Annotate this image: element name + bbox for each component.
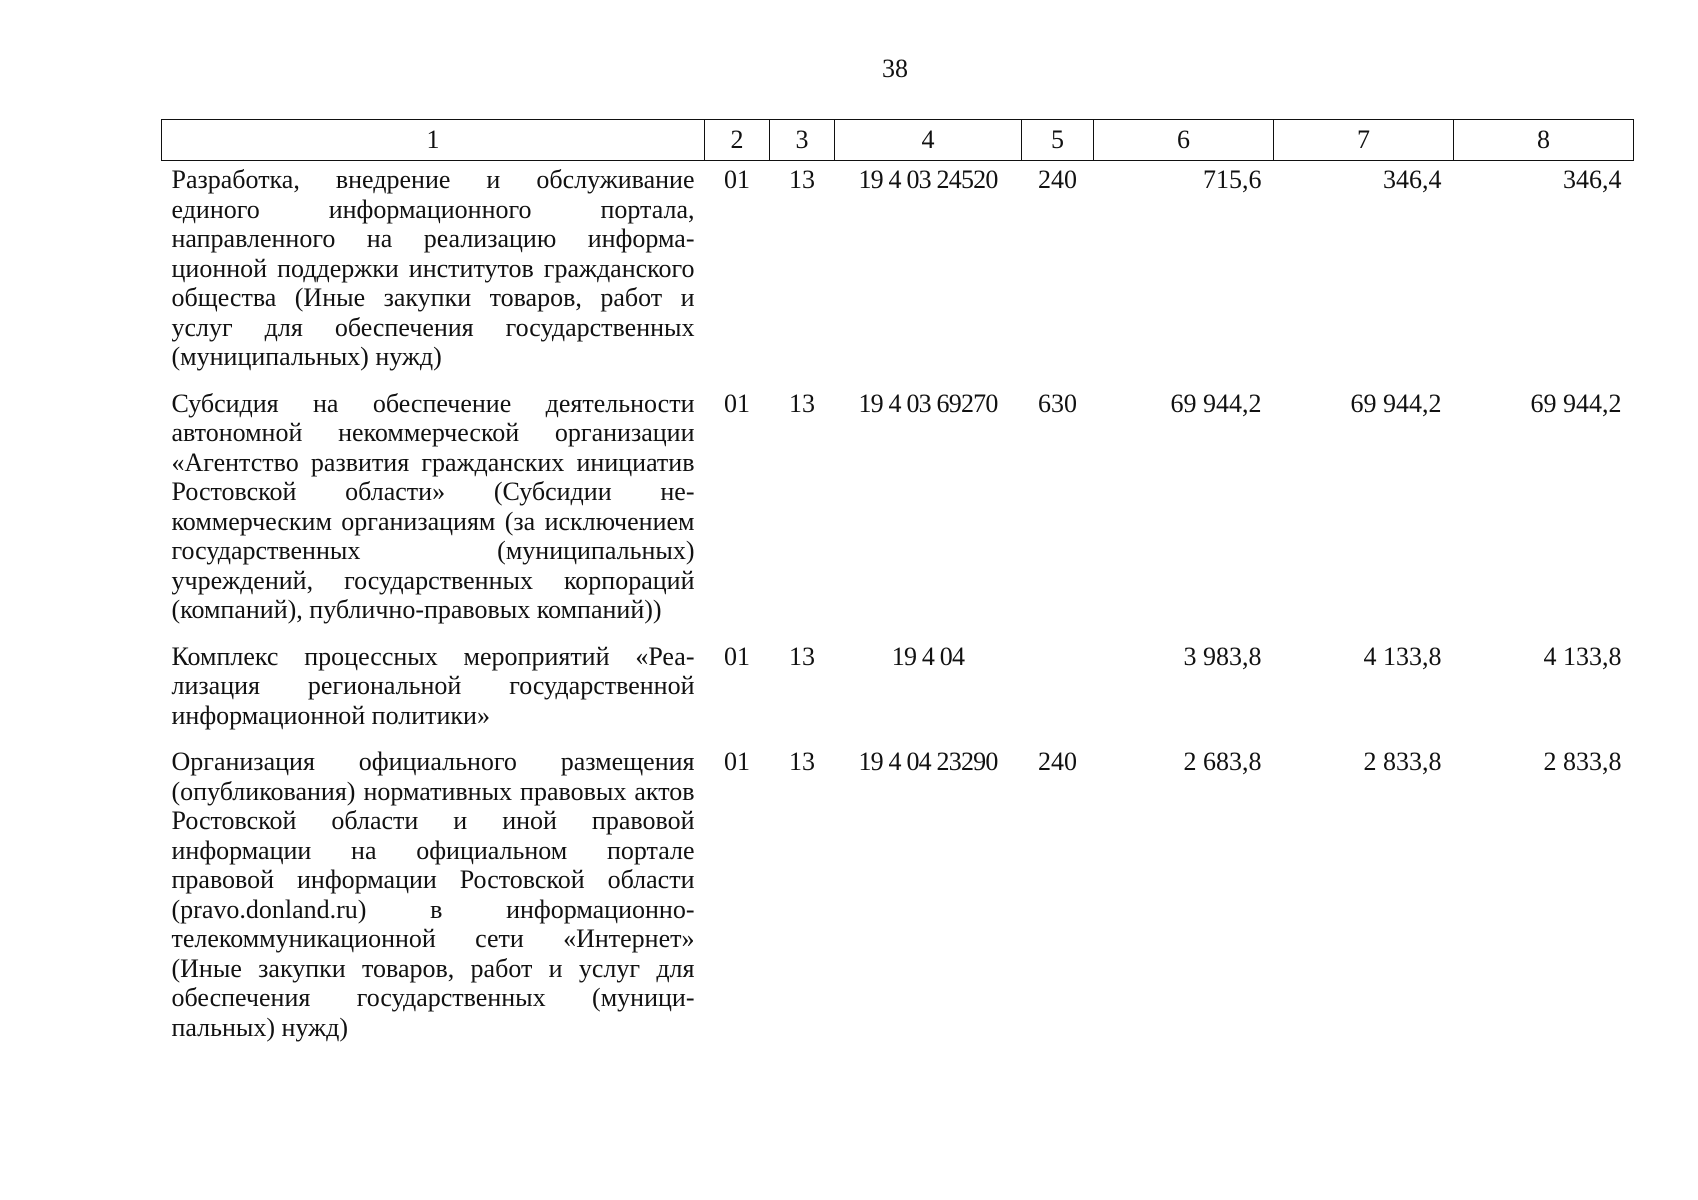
- column-number-4: 4: [835, 120, 1022, 161]
- target-article-code: 19 4 04 23290: [858, 747, 998, 776]
- expense-type-code: 630: [1038, 388, 1077, 418]
- column-number-6: 6: [1094, 120, 1274, 161]
- amount-year-2: 4 133,8: [1363, 641, 1442, 671]
- column-number-2: 2: [705, 120, 770, 161]
- page-number: 38: [882, 54, 908, 83]
- amount-year-3: 346,4: [1563, 165, 1622, 194]
- amount-year-3: 2 833,8: [1543, 747, 1622, 776]
- table-header: [162, 120, 1634, 161]
- subsection-code: 13: [789, 165, 815, 194]
- expense-description: Организация официального размещения (опубликования) нормативных правовых актов Ростовской области и иной правовой информации на официальном портале правовой информации Ростовской области (pravo.donland.ru) в информационно-телекоммуникационной сети «Интернет» (Иные закупки товаров, работ и услуг для обеспечения государственных (муниципальных) нужд): [171, 747, 695, 1042]
- subsection-code: 13: [789, 641, 815, 671]
- section-code: 01: [724, 165, 750, 194]
- column-number-5: 5: [1022, 120, 1094, 161]
- subsection-code: 13: [789, 388, 815, 418]
- expense-description: Комплекс процессных мероприятий «Реализация региональной государственной информационной политики»: [171, 641, 695, 730]
- amount-year-2: 346,4: [1383, 165, 1442, 194]
- section-code: 01: [724, 747, 750, 776]
- table-body: [162, 161, 1634, 1056]
- subsection-code: 13: [789, 747, 815, 776]
- target-article-code: 19 4 04: [891, 641, 965, 671]
- amount-year-1: 3 983,8: [1183, 641, 1262, 671]
- target-article-code: 19 4 03 24520: [858, 165, 998, 194]
- amount-year-1: 69 944,2: [1170, 388, 1262, 418]
- amount-year-1: 2 683,8: [1183, 747, 1262, 776]
- expense-type-code: 240: [1038, 165, 1077, 194]
- table-row: [162, 161, 1634, 385]
- table-row: [162, 743, 1634, 1055]
- amount-year-2: 69 944,2: [1350, 388, 1442, 418]
- table-row: [162, 638, 1634, 744]
- column-number-row: [162, 120, 1634, 161]
- expense-type-code: 240: [1038, 747, 1077, 776]
- column-number-8: 8: [1454, 120, 1634, 161]
- budget-table: [161, 119, 1634, 1055]
- section-code: 01: [724, 641, 750, 671]
- column-number-3: 3: [770, 120, 835, 161]
- expense-description: Разработка, внедрение и обслуживание единого информационного портала, направленного на реализацию информационной поддержки институтов гражданского общества (Иные закупки товаров, работ и услуг для обеспечения государственных (муниципальных) нужд): [171, 165, 695, 371]
- expense-type-code: [1022, 638, 1094, 744]
- target-article-code: 19 4 03 69270: [858, 388, 998, 418]
- column-number-1: 1: [162, 120, 705, 161]
- section-code: 01: [724, 388, 750, 418]
- amount-year-1: 715,6: [1203, 165, 1262, 194]
- table-row: [162, 385, 1634, 638]
- amount-year-2: 2 833,8: [1363, 747, 1442, 776]
- amount-year-3: 69 944,2: [1530, 388, 1622, 418]
- expense-description: Субсидия на обеспечение деятельности автономной некоммерческой организации «Агентство развития гражданских инициатив Ростовской области» (Субсидии некоммерческим организациям (за исключением государственных (муниципальных) учреждений, государственных корпораций (компаний), публично-правовых компаний)): [171, 388, 695, 624]
- column-number-7: 7: [1274, 120, 1454, 161]
- amount-year-3: 4 133,8: [1543, 641, 1622, 671]
